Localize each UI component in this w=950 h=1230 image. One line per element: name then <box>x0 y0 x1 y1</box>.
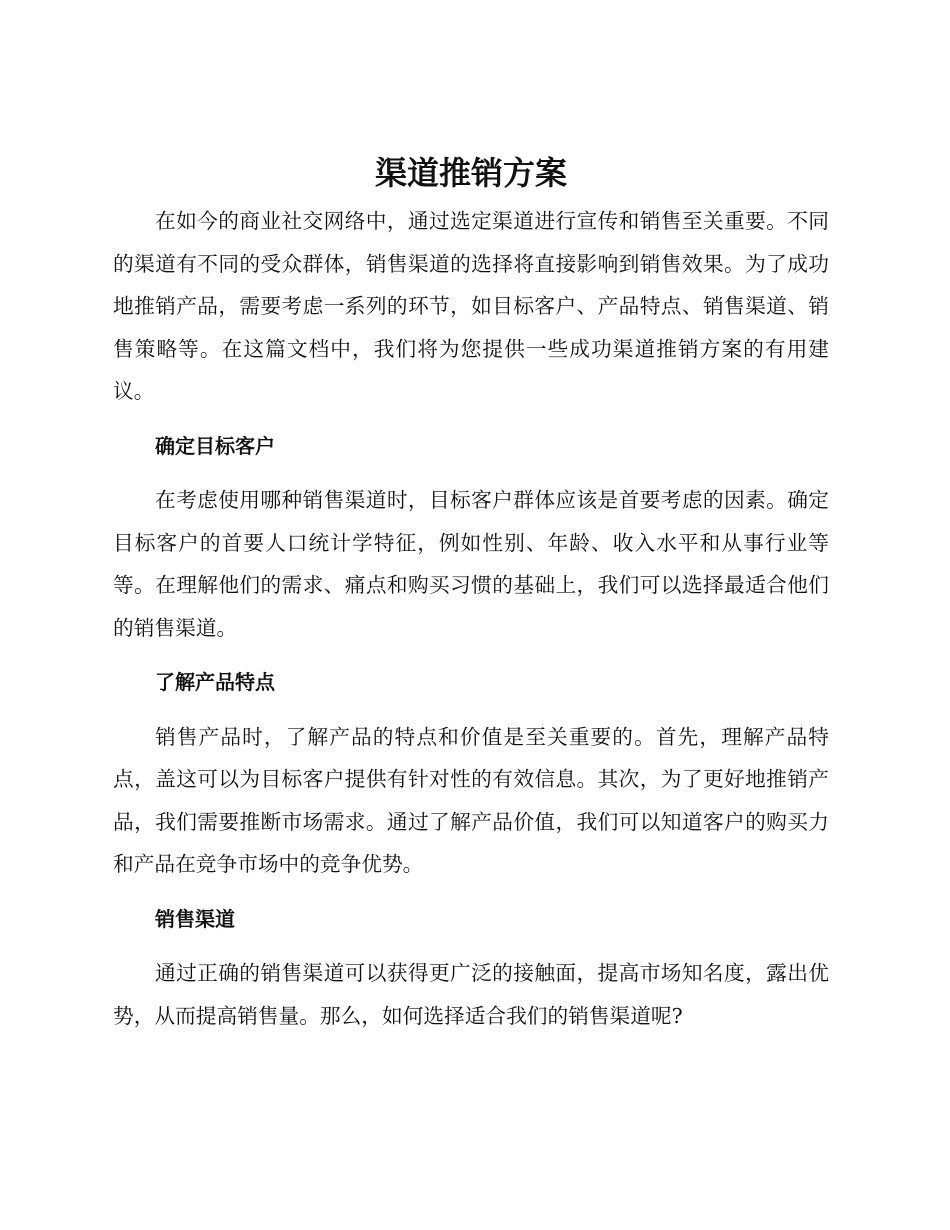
section-heading-sales-channels: 销售渠道 <box>155 906 235 931</box>
section-heading-target-customers: 确定目标客户 <box>155 433 275 458</box>
section-heading-product-features: 了解产品特点 <box>155 670 275 694</box>
section-body-sales-channels: 通过正确的销售渠道可以获得更广泛的接触面，提高市场知名度，露出优势，从而提高销售量。那么，如何选择适合我们的销售渠道呢? <box>113 961 829 1028</box>
section-body-target-customers: 在考虑使用哪种销售渠道时，目标客户群体应该是首要考虑的因素。确定目标客户的首要人口统计学特征，例如性别、年龄、收入水平和从事行业等等。在理解他们的需求、痛点和购买习惯的基础上，我们可以选择最适合他们的销售渠道。 <box>113 488 829 640</box>
document-page <box>113 146 829 1037</box>
document-title: 渠道推销方案 <box>374 154 567 192</box>
section-body-product-features: 销售产品时，了解产品的特点和价值是至关重要的。首先，理解产品特点，盖这可以为目标客户提供有针对性的有效信息。其次，为了更好地推销产品，我们需要推断市场需求。通过了解产品价值，我们可以知道客户的购买力和产品在竞争市场中的竞争优势。 <box>113 724 829 876</box>
intro-paragraph: 在如今的商业社交网络中，通过选定渠道进行宣传和销售至关重要。不同的渠道有不同的受众群体，销售渠道的选择将直接影响到销售效果。为了成功地推销产品，需要考虑一系列的环节，如目标客户、产品特点、销售渠道、销售策略等。在这篇文档中，我们将为您提供一些成功渠道推销方案的有用建议。 <box>113 209 829 403</box>
